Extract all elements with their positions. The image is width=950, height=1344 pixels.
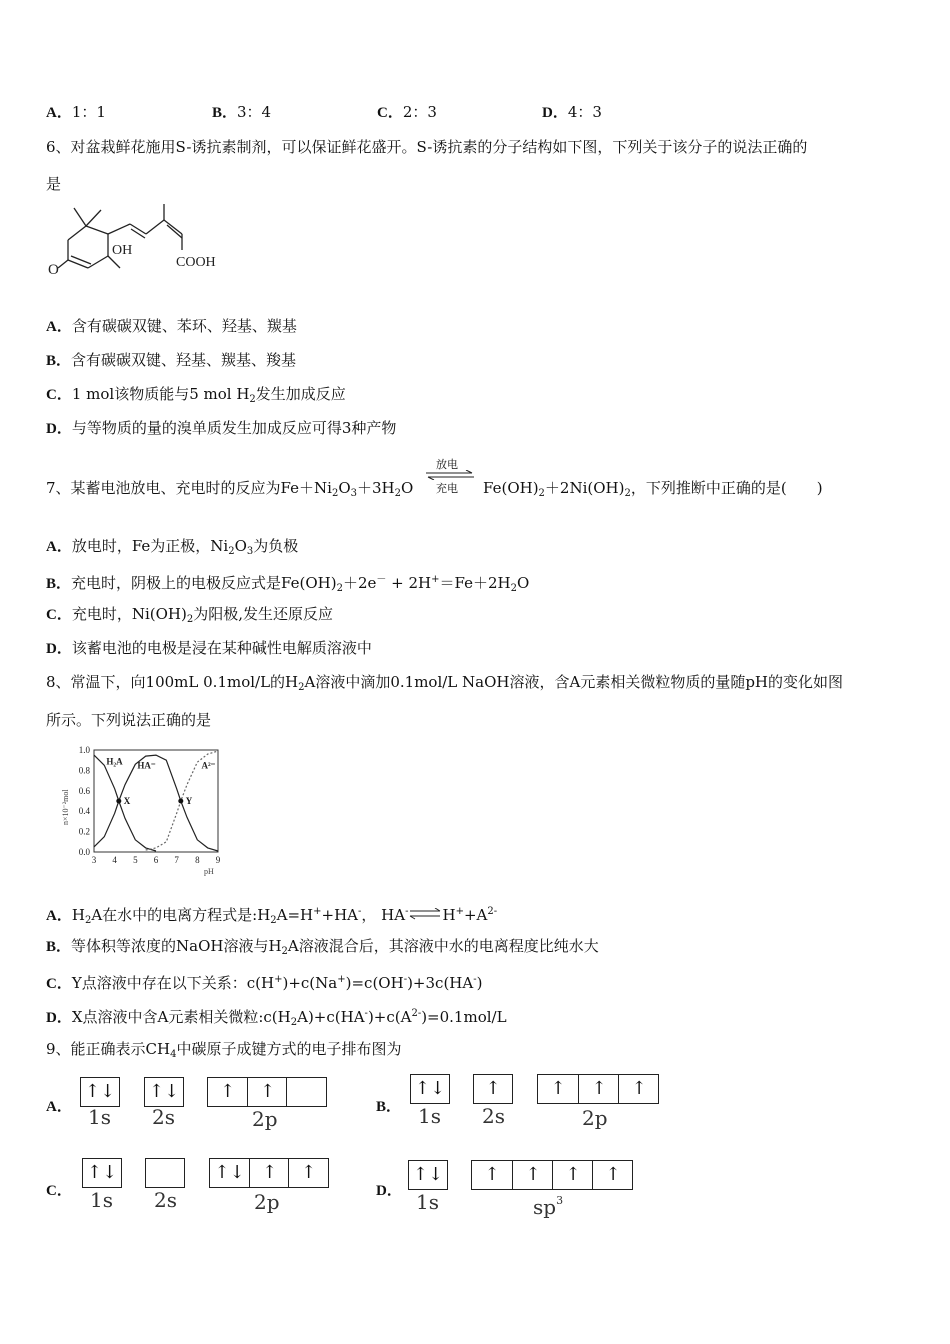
superscript: - [358,906,362,917]
stem-text: 中碳原子成键方式的电子排布图为 [176,1040,402,1058]
y-axis-label: n×10⁻²mol [61,789,70,825]
option-text: +HA [321,906,359,924]
up-arrow-icon: ↑ [484,1164,500,1185]
superscript: - [473,974,477,985]
equilibrium-arrow-icon [408,908,442,920]
option-label: A． [46,908,72,924]
point-marker [116,799,121,804]
option-text: 发生加成反应 [255,385,346,403]
orbital-2p [209,1158,329,1188]
oh-label: OH [112,243,133,258]
option-label: D． [46,1010,72,1026]
up-down-arrows-icon: ↑↓ [148,1081,180,1102]
series-label: HA⁻ [137,760,156,771]
option-text: 为阳极,发生还原反应 [193,605,334,623]
x-tick-label: 5 [133,855,138,865]
option-text: A)+c(HA [297,1008,365,1026]
subscript: 2 [394,488,401,499]
stem-text: Fe(OH) [483,479,539,497]
stem-text: A溶液中滴加0.1mol/L NaOH溶液，含A元素相关微粒物质的量随pH的变化如图 [304,673,844,691]
stem-text: ，下列推断中正确的是( ) [630,479,823,497]
option-text: )+c(Na [282,974,338,992]
q7-stem-products [483,478,823,504]
bond [86,226,108,234]
bond-double [131,229,145,238]
reversible-arrow [424,456,476,496]
option-text: )=c(OH [345,974,404,992]
option-label: B． [212,105,238,121]
option-label: A． [46,539,72,555]
label-sp: sp [533,1195,557,1219]
option-text: 1：1 [71,103,106,121]
option-label: C． [46,1183,72,1199]
up-arrow-icon: ↑ [288,1159,328,1187]
up-arrow-icon: ↑ [249,1159,289,1187]
superscript: + [431,574,440,585]
label-2p: 2p [582,1106,608,1130]
q7-option-b [46,570,529,599]
stem-text: 7、某蓄电池放电、充电时的反应为Fe＋Ni [46,479,332,497]
q9-option-a-diagram [80,1077,340,1133]
q9-option-d-label [376,1180,402,1201]
x-tick-label: 6 [153,855,159,865]
q9-option-a-label [46,1096,72,1117]
molecule-structure-figure [46,198,236,288]
q5-option-a [46,102,106,123]
option-label: B． [46,576,72,592]
option-text: A溶液混合后，其溶液中水的电离程度比纯水大 [287,937,599,955]
q7-option-a [46,536,298,562]
q8-option-d [46,1004,507,1033]
q8-option-b [46,936,599,962]
subscript: 2 [186,614,194,625]
orbital-2p [537,1074,659,1104]
option-text: ＋2e [342,574,377,592]
option-text: 2：3 [402,103,437,121]
label-2p: 2p [254,1190,280,1214]
q5-option-c [377,102,437,123]
option-label: D． [46,641,72,657]
option-text: 4：3 [567,103,602,121]
series-label: A²⁻ [201,760,216,771]
option-label: C． [46,607,72,623]
x-tick-label: 9 [215,855,221,865]
point-label: Y [185,796,193,806]
y-tick-label: 0.8 [78,765,90,776]
option-text: )=0.1mol/L [421,1008,507,1026]
option-text: H [442,906,456,924]
bond [68,226,86,240]
option-text: ， HA [361,906,406,924]
option-label: C． [46,976,72,992]
orbital-1s [80,1077,120,1107]
q9-option-c-label [46,1180,72,1201]
carbonyl-o-label: O [48,262,59,278]
option-text: ＝Fe＋2H [439,574,511,592]
subscript: 3 [246,546,254,557]
option-text: 该蓄电池的电极是浸在某种碱性电解质溶液中 [71,639,372,657]
orbital-1s [410,1074,450,1104]
q6-option-d [46,418,396,439]
stem-text: O [338,479,351,497]
subscript: 2 [336,583,343,594]
up-arrow-icon: ↑ [550,1078,566,1099]
option-label: A． [46,319,72,335]
q5-option-b [212,102,271,123]
q9-option-b-label [376,1096,401,1117]
option-text: + 2H [386,574,432,592]
cooh-label: COOH [176,255,216,270]
option-text: A在水中的电离方程式是:H [91,906,271,924]
option-text: A=H [276,906,314,924]
q9-option-b-diagram [410,1074,670,1130]
option-text: 1 mol该物质能与5 mol H [71,385,250,403]
point-label: X [123,796,131,806]
y-tick-label: 0.6 [78,785,90,796]
option-text: ) [476,974,483,992]
stem-text: ＋3H [357,479,395,497]
up-arrow-icon: ↑ [247,1078,287,1106]
subscript: 2 [281,946,288,957]
arrow-bottom-label: 充电 [436,482,458,495]
q8-option-a [46,902,497,931]
superscript: + [455,906,464,917]
option-text: )+c(A [367,1008,412,1026]
q6-stem-line2: 是 [46,175,62,193]
option-label: D． [376,1183,402,1199]
bond [130,224,146,234]
y-tick-label: 1.0 [78,745,90,755]
q7-option-c [46,604,333,630]
empty-cell [286,1078,326,1106]
superscript: + [274,974,283,985]
label-1s: 1s [416,1190,439,1214]
q6-option-b [46,350,296,371]
up-arrow-icon: ↑ [219,1081,236,1102]
q8-stem-line1 [46,672,843,698]
option-text: X点溶液中含A元素相关微粒:c(H [71,1008,291,1026]
q8-option-c [46,970,482,994]
empty-cell [146,1159,184,1187]
label-sp3 [533,1194,563,1219]
q9-stem [46,1039,402,1065]
q7-stem [46,478,413,504]
stem-text: 8、常温下，向100mL 0.1mol/L的H [46,673,299,691]
superscript: 3 [556,1194,564,1207]
up-arrow-icon: ↑ [512,1161,553,1189]
x-tick-label: 7 [174,855,179,865]
option-label: A． [46,1099,72,1115]
up-arrow-icon: ↑ [485,1078,501,1099]
x-tick-label: 3 [91,855,97,865]
x-axis-label: pH [204,867,214,876]
series-label: H₂A [106,756,123,767]
label-2s: 2s [154,1188,177,1212]
subscript: 4 [170,1049,177,1060]
x-tick-label: 4 [112,855,117,865]
option-label: B． [46,353,72,369]
label-2p: 2p [252,1107,278,1131]
up-down-arrows-icon: ↑↓ [412,1164,444,1185]
superscript: + [337,974,346,985]
bond [58,260,68,268]
y-tick-label: 0.0 [78,847,90,857]
option-text: 放电时，Fe为正极，Ni [71,537,229,555]
option-text: O [234,537,247,555]
up-arrow-icon: ↑ [552,1161,593,1189]
option-label: B． [46,939,72,955]
option-text: Y点溶液中存在以下关系：c(H [71,974,275,992]
subscript: 2 [331,488,339,499]
option-text: 充电时，阴极上的电极反应式是Fe(OH) [71,574,337,592]
up-down-arrows-icon: ↑↓ [214,1162,245,1183]
subscript: 2 [84,915,92,926]
subscript: 2 [290,1017,298,1028]
q8-stem-line2: 所示。下列说法正确的是 [46,711,212,729]
orbital-2p [207,1077,327,1107]
label-1s: 1s [418,1104,441,1128]
up-arrow-icon: ↑ [618,1075,659,1103]
q9-option-d-diagram [408,1160,668,1220]
bond [88,256,108,268]
up-arrow-icon: ↑ [578,1075,619,1103]
subscript: 2 [228,546,235,557]
orbital-sp3 [471,1160,633,1190]
x-tick-label: 8 [195,855,200,865]
superscript: - [405,906,409,917]
bond [146,220,164,234]
orbital-2s [144,1077,184,1107]
orbital-1s [82,1158,122,1188]
option-label: B． [376,1099,402,1115]
label-1s: 1s [88,1105,111,1129]
option-text: 充电时，Ni(OH) [71,605,187,623]
stem-text: O [401,479,414,497]
arrow-top-label: 放电 [436,458,458,471]
series-line-2 [94,755,218,851]
superscript: - [403,974,408,985]
subscript: 3 [350,488,357,499]
orbital-1s [408,1160,448,1190]
stem-text: ＋2Ni(OH) [544,479,625,497]
option-label: C． [377,105,403,121]
option-text: 3：4 [237,103,272,121]
q7-option-d [46,638,372,659]
point-marker [178,799,183,804]
bond [86,210,101,226]
option-text: 与等物质的量的溴单质发生加成反应可得3种产物 [71,419,397,437]
y-tick-label: 0.4 [78,806,90,817]
q6-option-c [46,384,346,410]
option-label: A． [46,105,72,121]
bond [164,220,182,234]
subscript: 2 [298,682,305,693]
equilibrium-arrow-icon [424,470,476,480]
up-down-arrows-icon: ↑↓ [414,1078,446,1099]
up-down-arrows-icon: ↑↓ [84,1081,116,1102]
option-label: D． [46,421,72,437]
option-label: D． [542,105,568,121]
y-tick-label: 0.2 [78,826,90,837]
superscript: 2- [411,1008,422,1019]
bond [108,224,130,234]
superscript: + [313,906,322,917]
label-2s: 2s [482,1104,505,1128]
q9-option-c-diagram [82,1158,342,1214]
subscript: 2 [270,915,277,926]
option-text: )+3c(HA [407,974,474,992]
orbital-2s [473,1074,513,1104]
label-2s: 2s [152,1105,175,1129]
option-text: 含有碳碳双键、苯环、羟基、羰基 [71,317,297,335]
option-text: 等体积等浓度的NaOH溶液与H [71,937,282,955]
q5-option-d [542,102,602,123]
subscript: 2 [249,394,256,405]
subscript: 2 [510,583,517,594]
option-text: O [516,574,530,592]
subscript: 2 [624,488,631,499]
q6-option-a [46,316,297,337]
superscript: 2- [487,906,498,917]
stem-text: 9、能正确表示CH [46,1040,171,1058]
option-text: 为负极 [253,537,299,555]
q6-stem-line1: 6、对盆栽鲜花施用S-诱抗素制剂，可以保证鲜花盛开。S-诱抗素的分子结构如下图，下列关于该分子的说法正确的 [46,138,808,156]
option-text: +A [463,906,488,924]
up-down-arrows-icon: ↑↓ [86,1162,118,1183]
superscript: － [376,574,387,585]
subscript: 2 [538,488,545,499]
up-arrow-icon: ↑ [592,1161,633,1189]
species-distribution-chart [58,744,228,880]
option-text: H [71,906,85,924]
option-text: 含有碳碳双键、羟基、羰基、羧基 [71,351,297,369]
option-label: C． [46,387,72,403]
label-1s: 1s [90,1188,113,1212]
bond [74,208,86,226]
superscript: - [364,1008,368,1019]
orbital-2s [145,1158,185,1188]
